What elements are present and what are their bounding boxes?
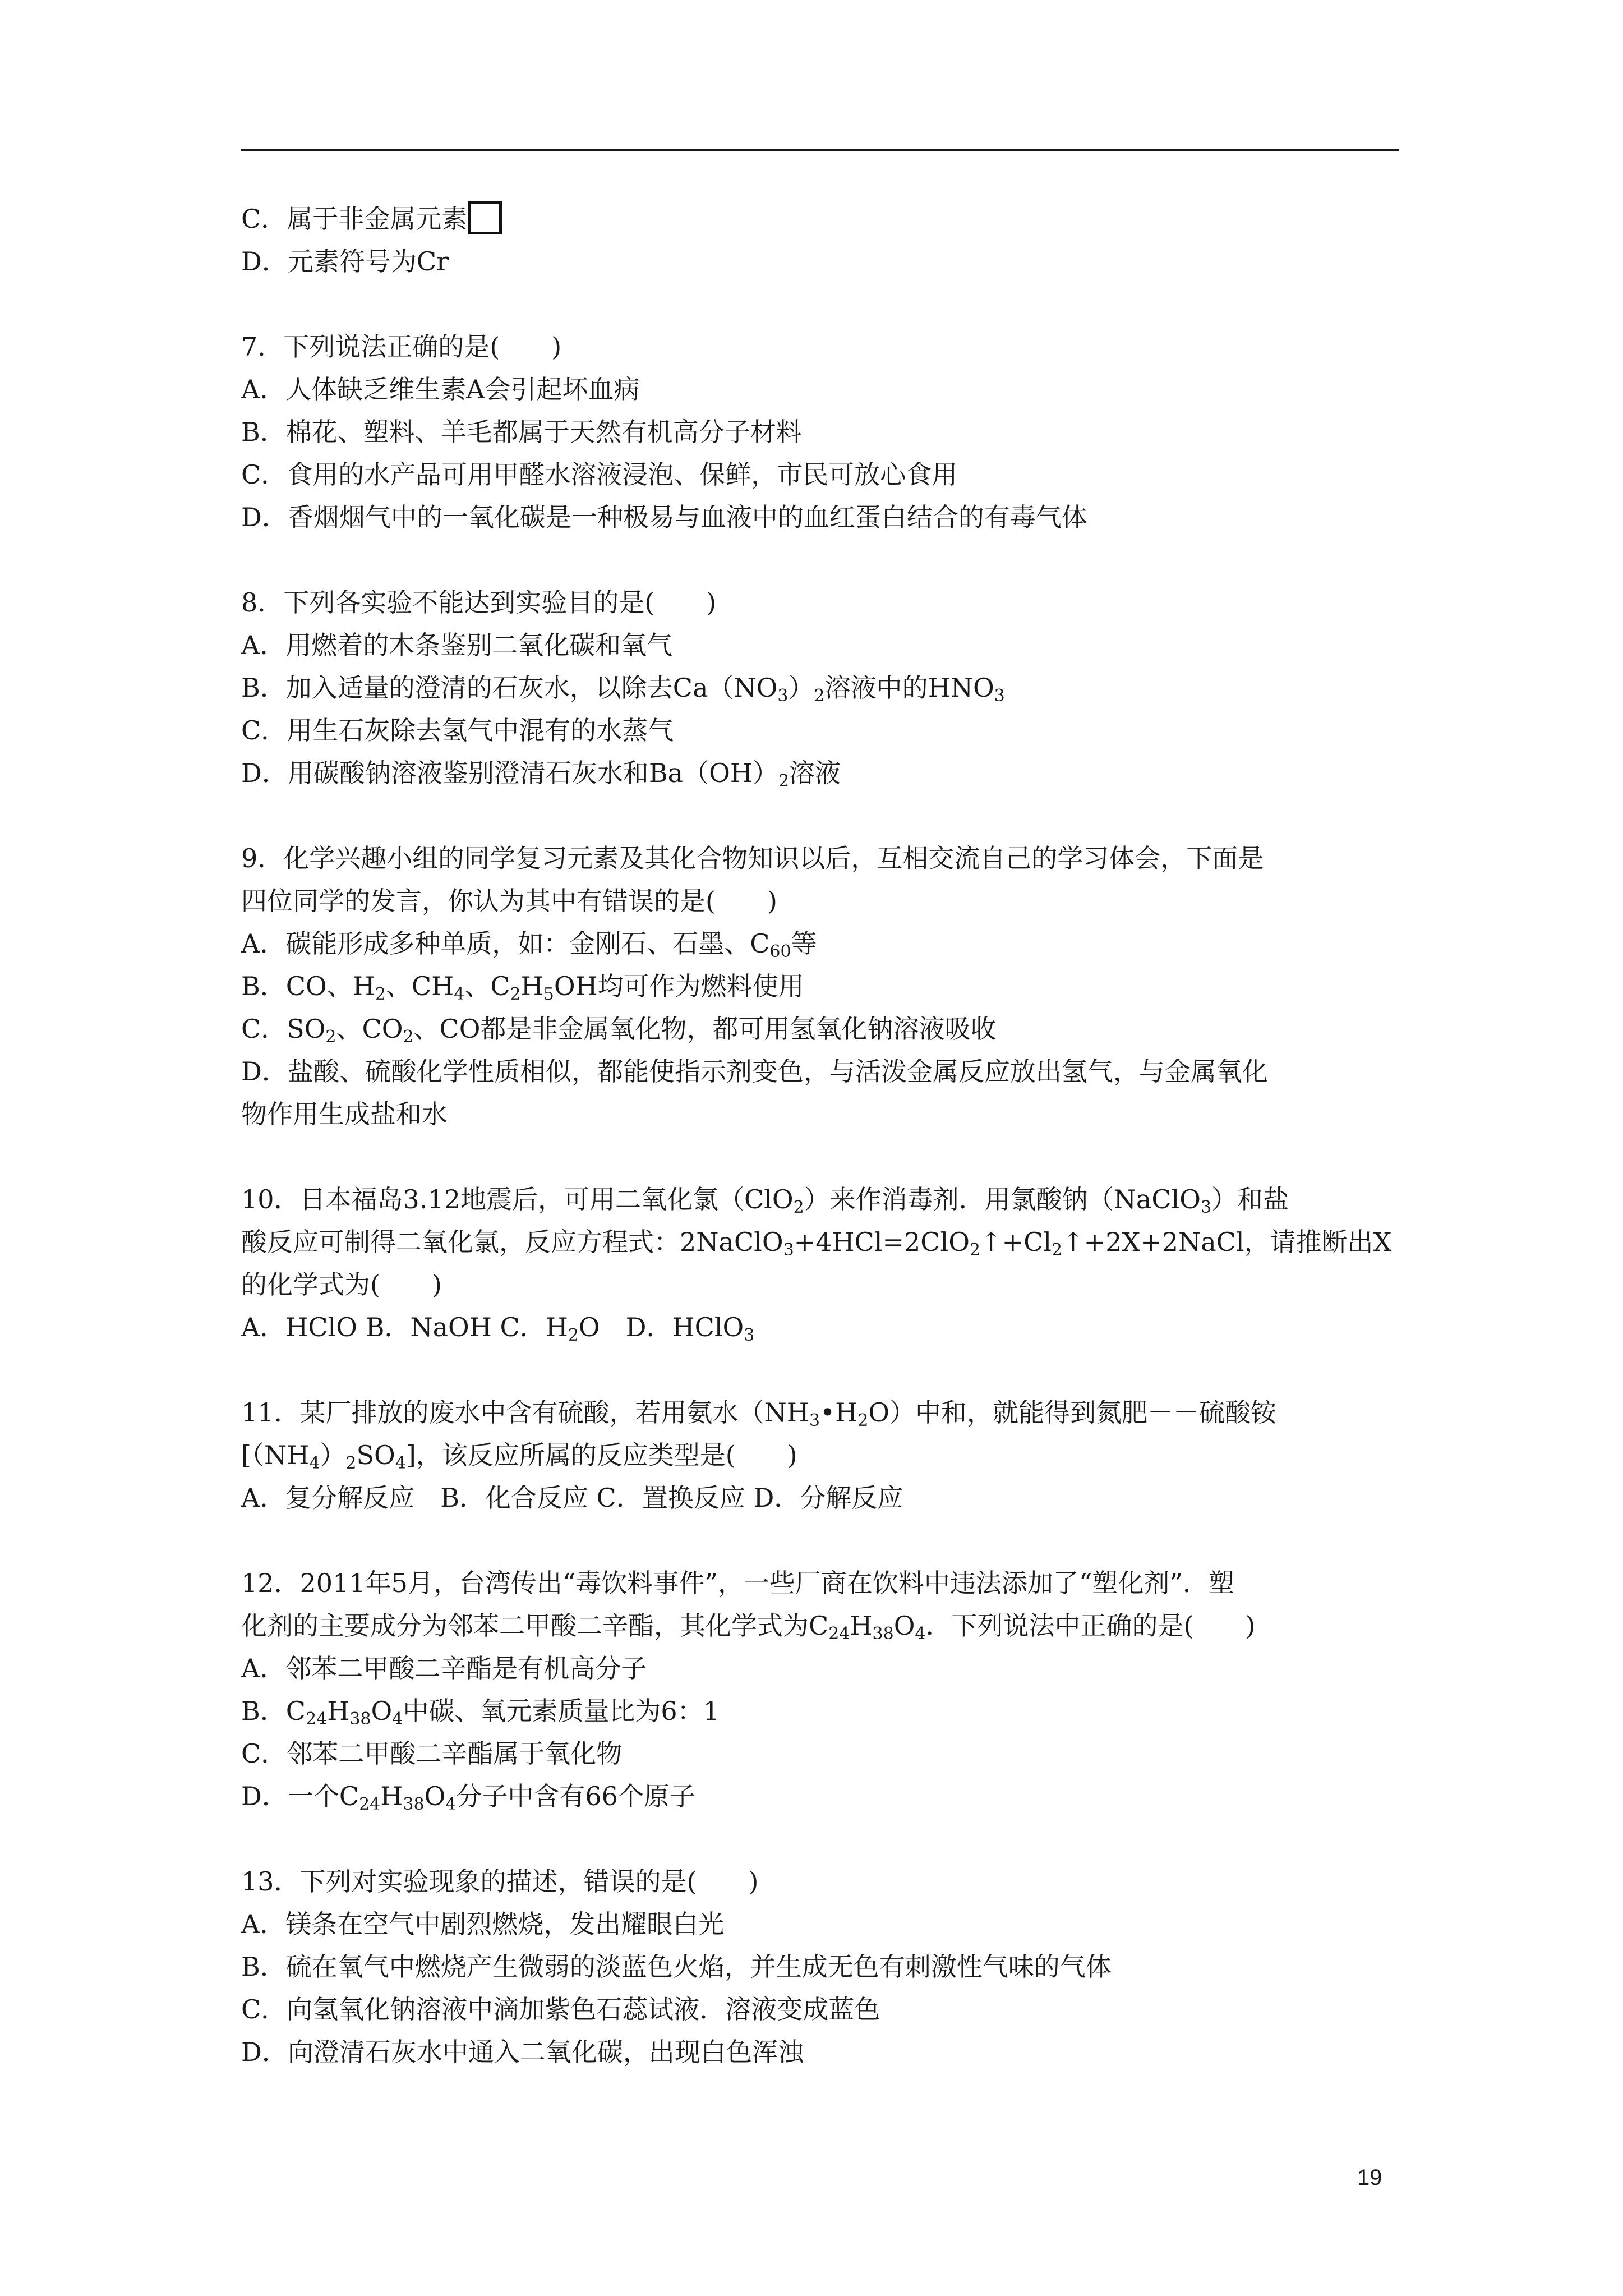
q9-option-d-line2: 物作用生成盐和水 — [241, 1099, 448, 1129]
q9-option-d-line1: D．盐酸、硫酸化学性质相似，都能使指示剂变色，与活泼金属反应放出氢气，与金属氧化 — [241, 1056, 1268, 1087]
q13-option-a: A．镁条在空气中剧烈燃烧，发出耀眼白光 — [241, 1909, 725, 1939]
q7-option-a: A．人体缺乏维生素A会引起坏血病 — [241, 374, 640, 404]
q9-option-b: B．CO、$H_2$、$CH_4$、$C_2H_5OH$均可作为燃料使用 — [241, 971, 804, 1004]
q12-stem-line2: 化剂的主要成分为邻苯二甲酸二辛酯，其化学式为$C_{24}H_{38}O_4$．下列说法中正确的是( ) — [241, 1611, 1256, 1644]
spacer — [241, 1349, 1402, 1391]
q9-option-a: A．碳能形成多种单质，如：金刚石、石墨、$C_{60}$等 — [241, 928, 817, 961]
q13-option-d: D．向澄清石灰水中通入二氧化碳，出现白色浑浊 — [241, 2037, 804, 2067]
q12-option-c: C．邻苯二甲酸二辛酯属于氧化物 — [241, 1738, 623, 1769]
spacer — [241, 1135, 1402, 1178]
q12-stem-line1: 12．2011年5月，台湾传出“毒饮料事件”，一些厂商在饮料中违法添加了“塑化剂”．塑 — [241, 1568, 1234, 1598]
q9-option-c: C．$SO_2$、$CO_2$、CO都是非金属氧化物，都可用氢氧化钠溶液吸收 — [241, 1014, 997, 1047]
document-body — [241, 197, 1402, 2073]
spacer — [241, 794, 1402, 837]
q7-option-d: D．香烟烟气中的一氧化碳是一种极易与血液中的血红蛋白结合的有毒气体 — [241, 502, 1087, 532]
q7-stem: 7．下列说法正确的是( ) — [241, 332, 562, 362]
q10-stem-line2: 酸反应可制得二氧化氯，反应方程式：$2NaClO_3+4HCl=2ClO_2↑+Cl_2↑+2X+2NaCl$，请推断出X — [241, 1227, 1392, 1260]
page-number: 19 — [1357, 2165, 1382, 2190]
q10-stem-line3: 的化学式为( ) — [241, 1269, 442, 1300]
q6-option-d: D．元素符号为Cr — [241, 246, 449, 277]
q13-stem: 13．下列对实验现象的描述，错误的是( ) — [241, 1866, 759, 1897]
q8-option-c: C．用生石灰除去氢气中混有的水蒸气 — [241, 715, 674, 746]
q12-option-d: D．一个$C_{24}H_{38}O_4$分子中含有66个原子 — [241, 1781, 695, 1814]
spacer — [241, 1519, 1402, 1562]
q12-option-a: A．邻苯二甲酸二辛酯是有机高分子 — [241, 1653, 647, 1683]
q8-option-b: B．加入适量的澄清的石灰水，以除去$Ca(NO_3)_2$溶液中的$HNO_3$ — [241, 673, 1005, 706]
q11-stem-line2: $[(NH_4)_2SO_4]$，该反应所属的反应类型是( ) — [241, 1440, 797, 1473]
q10-stem-line1: 10．日本福岛3.12地震后，可用二氧化氯（ClO$_2$）来作消毒剂．用氯酸钠（NaClO$_3$）和盐 — [241, 1184, 1289, 1217]
q8-option-a: A．用燃着的木条鉴别二氧化碳和氧气 — [241, 630, 673, 660]
q7-option-c: C．食用的水产品可用甲醛水溶液浸泡、保鲜，市民可放心食用 — [241, 459, 958, 490]
q7-option-b: B．棉花、塑料、羊毛都属于天然有机高分子材料 — [241, 417, 802, 447]
q11-stem-line1: 11．某厂排放的废水中含有硫酸，若用氨水$(NH_3•H_2O)$中和，就能得到氮肥－－硫酸铵 — [241, 1397, 1277, 1430]
spacer — [241, 539, 1402, 581]
q11-options: A．复分解反应 B．化合反应 C．置换反应 D．分解反应 — [241, 1483, 903, 1513]
q8-stem: 8．下列各实验不能达到实验目的是( ) — [241, 587, 717, 618]
q9-stem-line2: 四位同学的发言，你认为其中有错误的是( ) — [241, 886, 777, 916]
answer-box — [468, 201, 502, 234]
q13-option-c: C．向氢氧化钠溶液中滴加紫色石蕊试液．溶液变成蓝色 — [241, 1994, 880, 2024]
q6-option-c: C．属于非金属元素 — [241, 197, 1402, 240]
q12-option-b: B．$C_{24}H_{38}O_4$中碳、氧元素质量比为6：1 — [241, 1696, 720, 1729]
q10-options: A．HClO B．NaOH C．$H_2O$ D．HClO$_3$ — [241, 1312, 755, 1345]
q9-stem-line1: 9．化学兴趣小组的同学复习元素及其化合物知识以后，互相交流自己的学习体会，下面是 — [241, 843, 1264, 873]
header-rule — [241, 149, 1399, 151]
q13-option-b: B．硫在氧气中燃烧产生微弱的淡蓝色火焰，并生成无色有刺激性气味的气体 — [241, 1952, 1112, 1982]
q8-option-d: D．用碳酸钠溶液鉴别澄清石灰水和$Ba(OH)_2$溶液 — [241, 758, 841, 791]
spacer — [241, 283, 1402, 325]
spacer — [241, 1818, 1402, 1860]
